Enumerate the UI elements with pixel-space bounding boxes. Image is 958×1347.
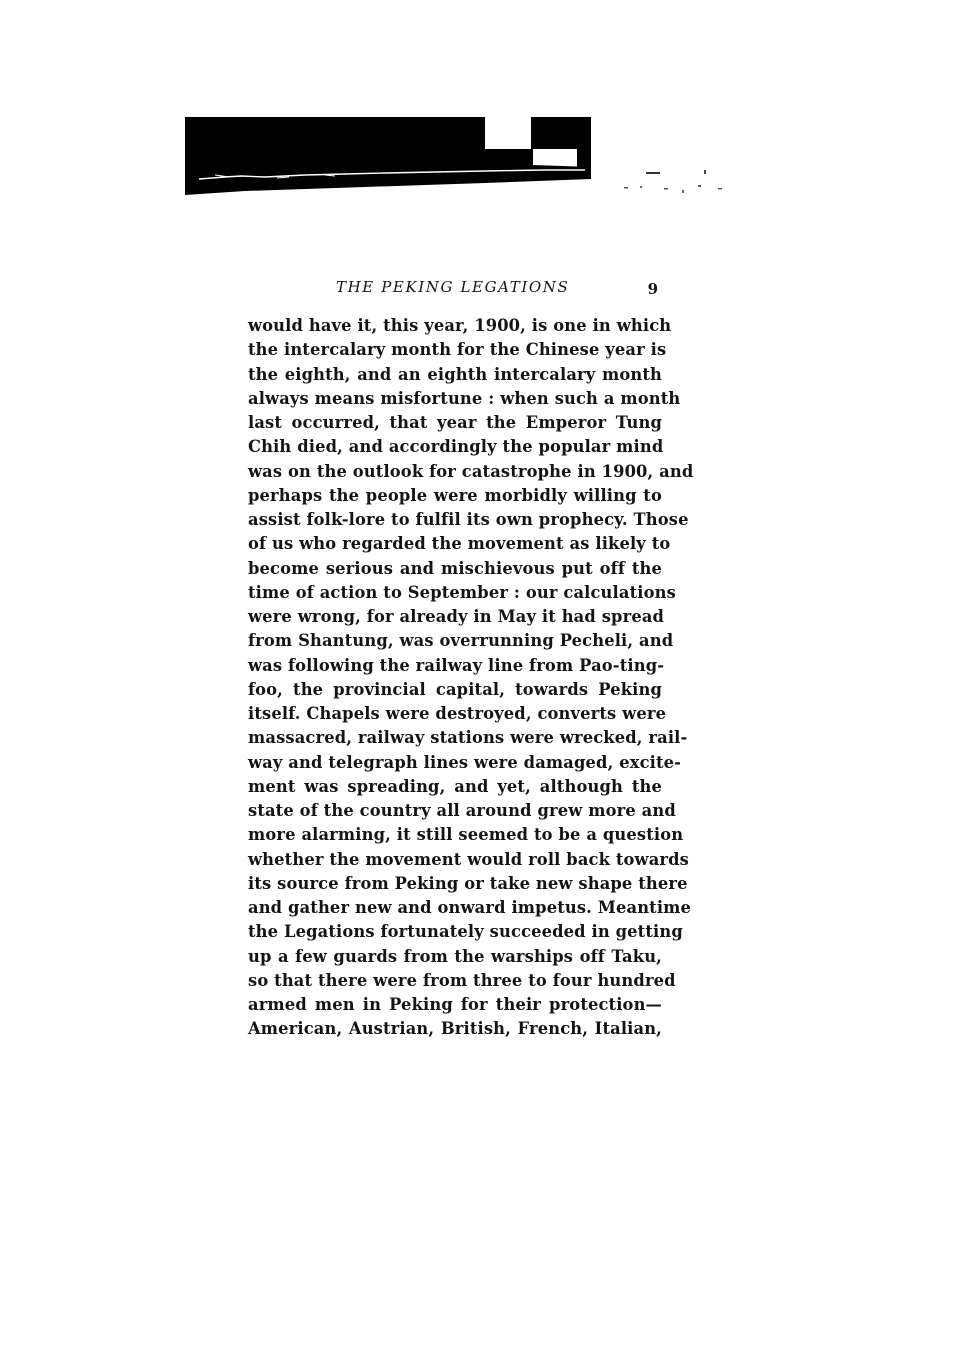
text-line: its source from Peking or take new shape there bbox=[248, 873, 688, 893]
text-line: armed men in Peking for their protection— bbox=[248, 995, 662, 1014]
text-line: massacred, railway stations were wrecked, rail- bbox=[248, 728, 688, 748]
text-line: were wrong, for already in May it had spread bbox=[248, 607, 665, 626]
text-line: ment was spreading, and yet, although the bbox=[248, 776, 662, 796]
scan-specks bbox=[620, 170, 730, 195]
text-line: so that there were from three to four hundred bbox=[248, 970, 676, 990]
text-line: way and telegraph lines were damaged, excite- bbox=[248, 752, 682, 772]
text-line: become serious and mischievous put off the bbox=[248, 558, 662, 578]
text-line: whether the movement would roll back towards bbox=[248, 849, 689, 869]
text-line: always means misfortune : when such a month bbox=[248, 388, 681, 408]
text-line: the intercalary month for the Chinese year is bbox=[248, 340, 667, 360]
text-line: was on the outlook for catastrophe in 1900, and bbox=[248, 461, 694, 481]
text-line: of us who regarded the movement as likely to bbox=[248, 534, 671, 554]
text-line: state of the country all around grew more and bbox=[248, 801, 676, 820]
text-line: perhaps the people were morbidly willing to bbox=[248, 485, 662, 505]
text-line: the eighth, and an eighth intercalary month bbox=[248, 364, 662, 384]
text-line: last occurred, that year the Emperor Tung bbox=[248, 413, 662, 432]
text-line: more alarming, it still seemed to be a question bbox=[248, 825, 684, 845]
text-line: was following the railway line from Pao-ting- bbox=[248, 655, 665, 675]
text-line: and gather new and onward impetus. Meantime bbox=[248, 898, 692, 917]
text-line: American, Austrian, British, French, Italian, bbox=[248, 1019, 662, 1039]
page-number: 9 bbox=[647, 280, 658, 298]
text-line: the Legations fortunately succeeded in getting bbox=[248, 922, 683, 942]
text-line: Chih died, and accordingly the popular mind bbox=[248, 437, 664, 457]
scan-redaction-artifact bbox=[185, 117, 591, 195]
text-line: from Shantung, was overrunning Pecheli, and bbox=[248, 631, 674, 651]
text-line: assist folk-lore to fulfil its own prophecy. Those bbox=[248, 510, 689, 529]
text-line: up a few guards from the warships off Taku, bbox=[248, 946, 662, 966]
text-line: time of action to September : our calculations bbox=[248, 582, 676, 602]
body-text bbox=[248, 314, 694, 1042]
text-line: foo, the provincial capital, towards Peking bbox=[248, 679, 662, 699]
running-head bbox=[248, 278, 660, 300]
text-line: itself. Chapels were destroyed, converts were bbox=[248, 704, 667, 723]
running-title: THE PEKING LEGATIONS bbox=[336, 278, 570, 296]
text-line: would have it, this year, 1900, is one in which bbox=[248, 316, 672, 335]
